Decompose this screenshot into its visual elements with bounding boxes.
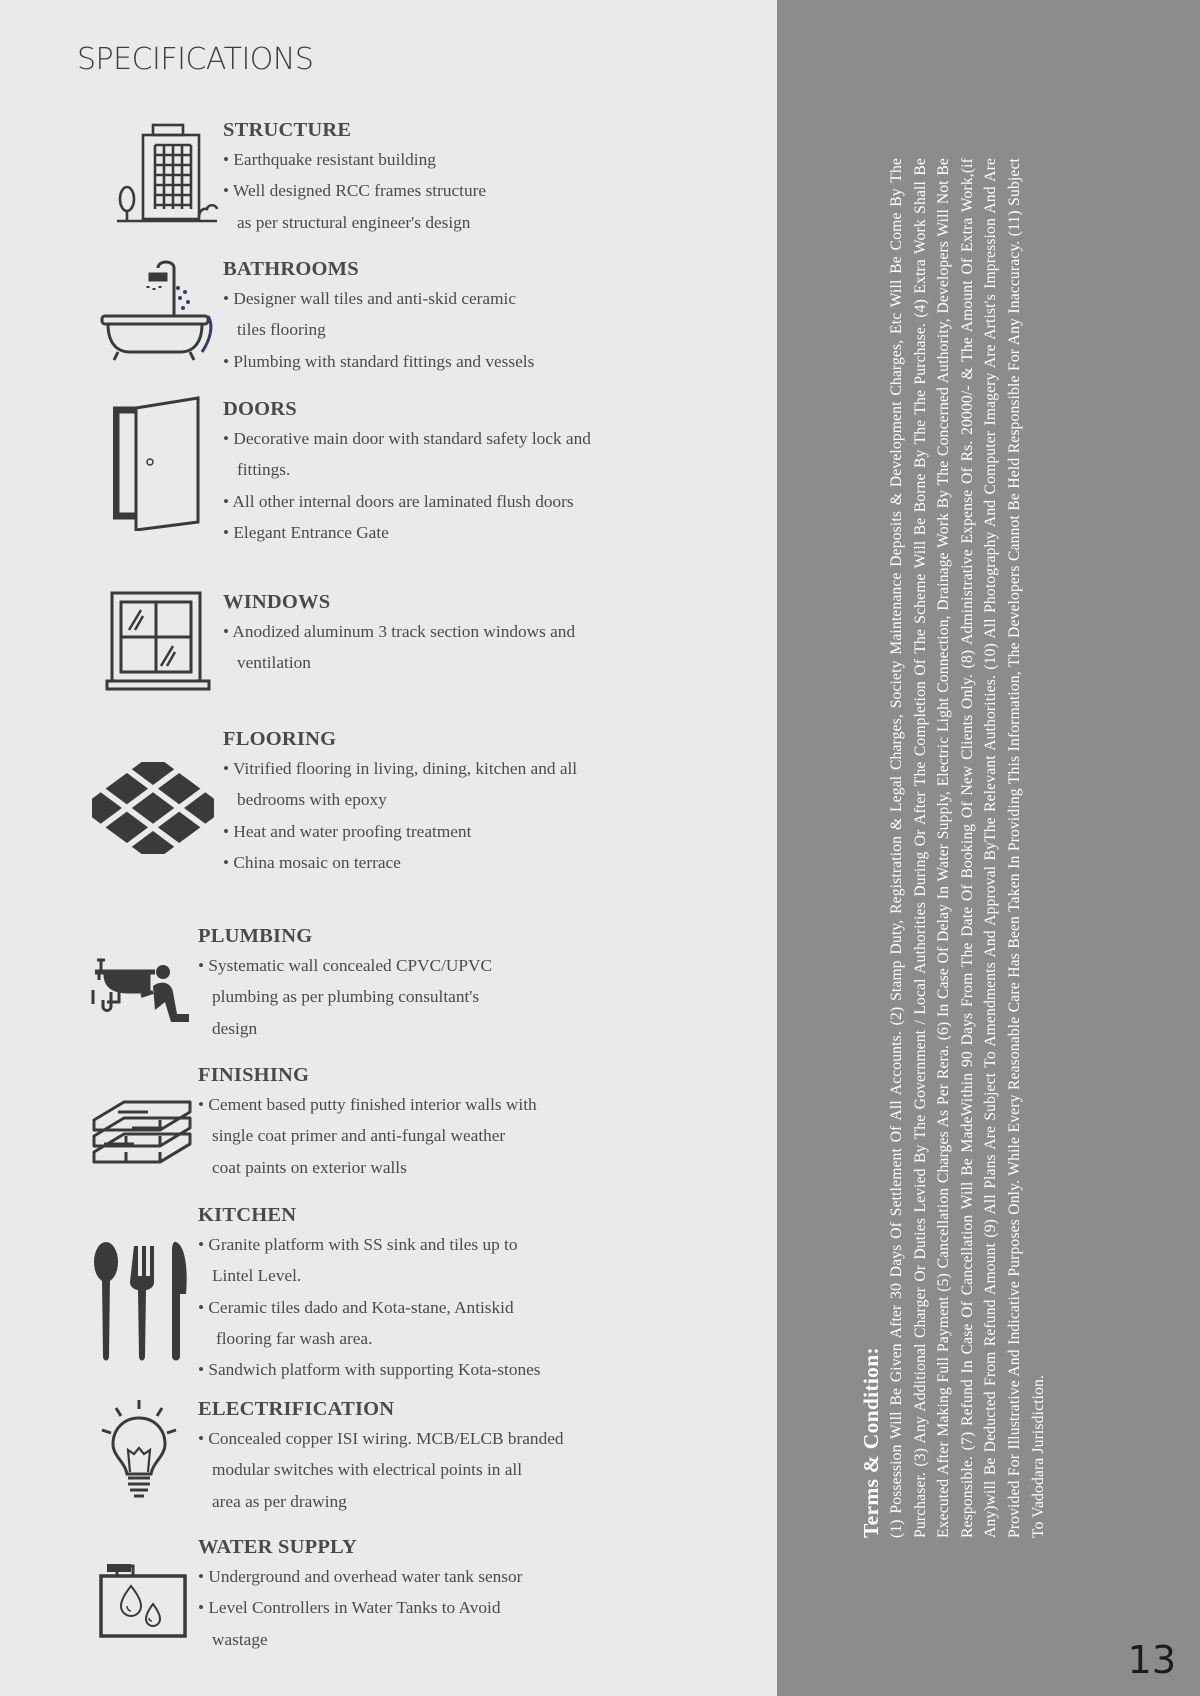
spec-title: KITCHEN bbox=[198, 1204, 297, 1226]
plumber-icon bbox=[91, 956, 191, 1032]
spec-line: • Decorative main door with standard safety lock and bbox=[223, 429, 591, 448]
bathtub-shower-icon bbox=[100, 258, 215, 363]
spec-title: BATHROOMS bbox=[223, 258, 359, 280]
spec-line: bedrooms with epoxy bbox=[237, 790, 387, 810]
spec-line: • All other internal doors are laminated flush doors bbox=[223, 491, 574, 511]
spec-line: design bbox=[212, 1018, 258, 1038]
terms-body: (1) Possession Will Be Given After 30 Days Of Settlement Of All Accounts. (2) Stamp Duty, Registration & Legal Charges, Society Maintenance Deposits & Development Charges, Etc Will Be Come By The Purchaser. (3) Any Additional Charger Or Duties Levied By The Government / Local Authorities During Or After The Completion Of The Scheme Will Be Borne By The The Purchase. (4) Extra Work Shall Be Executed After Making Full Payment (5) Cancellation Charges As Per Rera. (6) In Case Of Delay In Water Supply, Electric Light Connection, Drainage Work By The Concerned Authority, Developers Will Not Be Responsible. (7) Refund In Case Of Cancellation Will Be MadeWithin 90 Days From The Date Of Booking Of New Clients Only. (8) Administrative Expense Of Rs. 20000/- & The Amount Of Extra Work,(if Any)will Be Deducted From Refund Amount (9) All Plans Are Subject To Amendments And Approval ByThe Relevant Authorities. (10) All Photography And Computer Imagery Are Artist's Impression And Are Provided For Illustrative And Indicative Purposes Only. While Every Reasonable Care Has Been Taken In Providing This Information, The Developers Cannot Be Held Responsible For Any Inaccuracy. (11) Subject To Vadodara Jurisdiction. bbox=[888, 158, 1047, 1538]
spec-title: FINISHING bbox=[198, 1064, 310, 1086]
spec-line: • Underground and overhead water tank sensor bbox=[198, 1567, 523, 1586]
spec-title: FLOORING bbox=[223, 728, 337, 750]
spec-line: tiles flooring bbox=[237, 320, 326, 340]
spec-line: • Granite platform with SS sink and tiles up to bbox=[198, 1235, 518, 1254]
cutlery-icon bbox=[92, 1240, 192, 1362]
spec-title: STRUCTURE bbox=[223, 119, 352, 141]
spec-line: • Plumbing with standard fittings and vessels bbox=[223, 351, 535, 371]
spec-line: as per structural engineer's design bbox=[237, 212, 471, 232]
spec-line: flooring far wash area. bbox=[216, 1328, 373, 1348]
spec-line: • Heat and water proofing treatment bbox=[223, 821, 472, 841]
spec-line: area as per drawing bbox=[212, 1491, 347, 1511]
spec-line: wastage bbox=[212, 1629, 268, 1649]
window-icon bbox=[105, 590, 213, 694]
spec-line: modular switches with electrical points in all bbox=[212, 1460, 523, 1480]
spec-line: • Sandwich platform with supporting Kota-stones bbox=[198, 1360, 541, 1380]
building-icon bbox=[115, 121, 219, 225]
terms-and-conditions bbox=[858, 158, 1050, 1538]
spec-line: • China mosaic on terrace bbox=[223, 852, 401, 872]
spec-title: PLUMBING bbox=[198, 925, 313, 947]
spec-title: ELECTRIFICATION bbox=[198, 1398, 395, 1420]
spec-line: • Earthquake resistant building bbox=[223, 150, 436, 169]
spec-title: WATER SUPPLY bbox=[198, 1536, 358, 1558]
spec-line: • Designer wall tiles and anti-skid ceramic bbox=[223, 289, 517, 308]
water-tank-icon bbox=[97, 1562, 189, 1640]
spec-line: • Elegant Entrance Gate bbox=[223, 522, 389, 542]
spec-line: plumbing as per plumbing consultant's bbox=[212, 987, 480, 1007]
spec-line: ventilation bbox=[237, 653, 311, 673]
spec-line: • Level Controllers in Water Tanks to Avoid bbox=[198, 1598, 501, 1618]
spec-line: coat paints on exterior walls bbox=[212, 1157, 407, 1177]
spec-title: WINDOWS bbox=[223, 591, 331, 613]
spec-line: • Systematic wall concealed CPVC/UPVC bbox=[198, 956, 493, 975]
spec-line: fittings. bbox=[237, 460, 291, 480]
page-number: 13 bbox=[1127, 1638, 1176, 1682]
door-icon bbox=[113, 396, 203, 531]
terms-title: Terms & Condition: bbox=[859, 1347, 883, 1538]
spec-line: • Anodized aluminum 3 track section windows and bbox=[223, 622, 576, 641]
page-title: SPECIFICATIONS bbox=[77, 42, 314, 77]
floor-tiles-icon bbox=[92, 762, 214, 854]
spec-line: • Cement based putty finished interior walls with bbox=[198, 1095, 537, 1114]
spec-line: • Well designed RCC frames structure bbox=[223, 181, 487, 201]
light-bulb-icon bbox=[100, 1398, 178, 1502]
spec-line: single coat primer and anti-fungal weather bbox=[212, 1126, 506, 1146]
bricks-icon bbox=[92, 1098, 192, 1168]
spec-line: • Vitrified flooring in living, dining, kitchen and all bbox=[223, 759, 578, 778]
spec-line: Lintel Level. bbox=[212, 1266, 302, 1286]
spec-line: • Ceramic tiles dado and Kota-stane, Antiskid bbox=[198, 1297, 514, 1317]
spec-line: • Concealed copper ISI wiring. MCB/ELCB branded bbox=[198, 1429, 564, 1448]
spec-title: DOORS bbox=[223, 398, 297, 420]
